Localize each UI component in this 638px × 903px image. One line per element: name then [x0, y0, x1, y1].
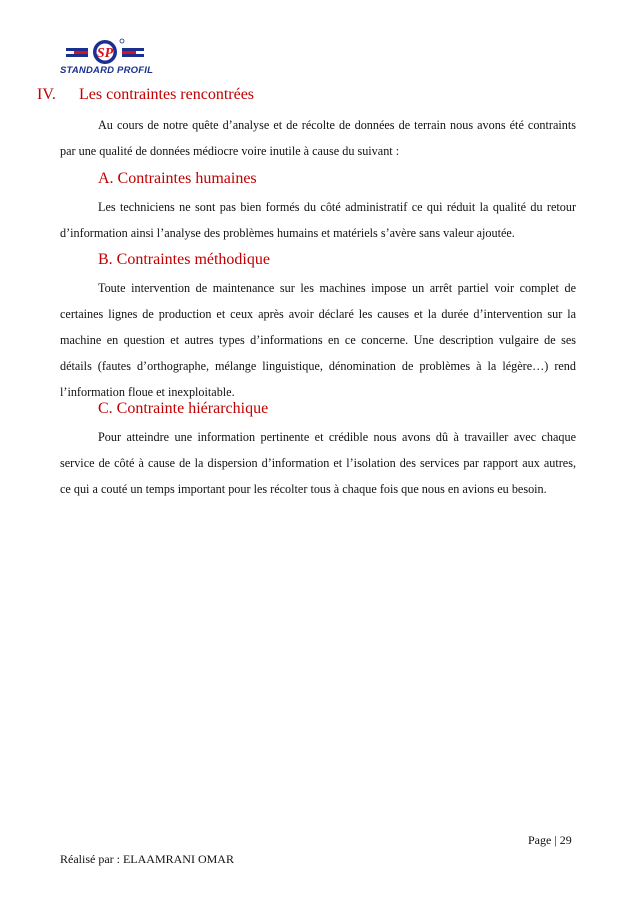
- paragraph-line: l’information floue et inexploitable.: [60, 385, 235, 399]
- subsection-a-paragraph: [60, 194, 576, 246]
- section-number: IV.: [37, 86, 56, 103]
- paragraph-line: machine en question et autres types d’informations en ce concerne. Une description vulgaire de ses: [60, 333, 576, 347]
- standard-profil-logo-icon: [60, 37, 152, 67]
- paragraph-line: Au cours de notre quête d’analyse et de récolte de données de terrain nous avons été contraints: [98, 118, 576, 132]
- paragraph-line: par une qualité de données médiocre voire inutile à cause du suivant :: [60, 144, 400, 158]
- paragraph-line: ce qui a couté un temps important pour les récolter tous à chaque fois que nous en avions eu besoin.: [60, 482, 547, 496]
- svg-text:SP: SP: [96, 46, 114, 61]
- subsection-b-paragraph: [60, 275, 576, 405]
- paragraph-line: Toute intervention de maintenance sur les machines impose un arrêt partiel voir complet de: [98, 281, 576, 295]
- subsection-title-b: B. Contraintes méthodique: [98, 251, 270, 268]
- footer-author: Réalisé par : ELAAMRANI OMAR: [60, 852, 234, 866]
- paragraph-line: Pour atteindre une information pertinente et crédible nous avons dû à travailler avec chaque: [98, 430, 576, 444]
- subsection-title-a: A. Contraintes humaines: [98, 170, 257, 187]
- subsection-c-paragraph: [60, 424, 576, 502]
- paragraph-line: Les techniciens ne sont pas bien formés du côté administratif ce qui réduit la qualité du retour: [98, 200, 576, 214]
- paragraph-line: service de côté à cause de la dispersion d’information et l’isolation des services par rapport aux autres,: [60, 456, 576, 470]
- page-number: Page | 29: [528, 833, 572, 847]
- paragraph-line: d’information ainsi l’analyse des problèmes humains et matériels s’avère sans valeur ajoutée.: [60, 226, 515, 240]
- logo-wordmark: STANDARD PROFIL: [60, 65, 154, 76]
- paragraph-line: détails (fautes d’orthographe, mélange linguistique, dénomination de problèmes à la légère…) rend: [60, 359, 576, 373]
- company-logo: [60, 37, 152, 81]
- paragraph-line: certaines lignes de production et ceux après avoir déclaré les causes et la durée d’intervention sur la: [60, 307, 576, 321]
- intro-paragraph: [60, 112, 576, 164]
- section-title: Les contraintes rencontrées: [79, 86, 255, 103]
- subsection-title-c: C. Contrainte hiérarchique: [98, 400, 269, 417]
- section-heading: [37, 86, 254, 104]
